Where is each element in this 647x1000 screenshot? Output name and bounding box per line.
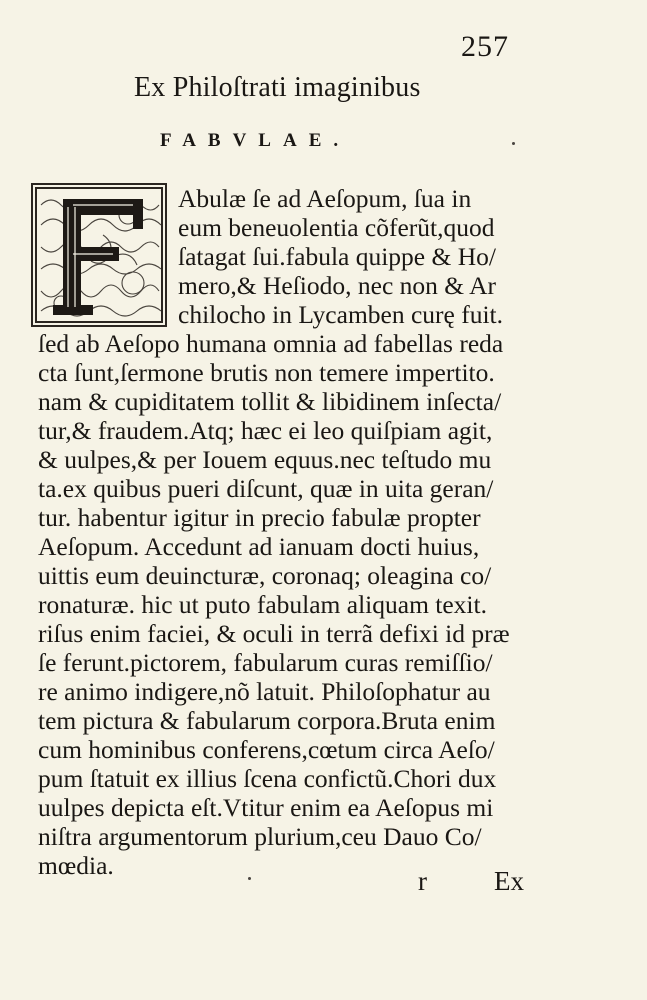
page-number: 257 [461,30,509,63]
text-line-21: pum ſtatuit ex illius ſcena confictũ.Chori dux [38,764,497,793]
text-line-24: mœdia. [38,851,114,880]
text-line-17: ſe ferunt.pictorem, fabularum curas remiſſio/ [38,648,493,677]
text-line-11: ta.ex quibus pueri diſcunt, quæ in uita geran/ [38,474,494,503]
text-line-14: uittis eum deuincturæ, coronaq; oleagina co/ [38,561,492,590]
section-title: FABVLAE. [160,130,351,151]
ink-speck [248,877,251,880]
text-line-3: ſatagat ſui.fabula quippe & Ho/ [178,242,496,271]
ink-speck [512,142,515,145]
text-line-7: cta ſunt,ſermone brutis non temere impertito. [38,358,495,387]
running-head: Ex Philoſtrati imaginibus [134,72,421,103]
text-line-12: tur. habentur igitur in precio fabulæ propter [38,503,481,532]
text-line-16: riſus enim faciei, & oculi in terrã defixi id præ [38,619,510,648]
text-line-15: ronaturæ. hic ut puto fabulam aliquam texit. [38,590,487,619]
text-line-13: Aeſopum. Accedunt ad ianuam docti huius, [38,532,480,561]
text-line-10: & uulpes,& per Iouem equus.nec teſtudo mu [38,445,492,474]
text-line-1: Abulæ ſe ad Aeſopum, ſua in [178,184,472,213]
catchword: Ex [494,866,524,896]
text-line-18: re animo indigere,nõ latuit. Philoſophatur au [38,677,491,706]
decorated-initial [31,183,167,327]
text-line-5: chilocho in Lycamben curę fuit. [178,300,504,329]
text-line-9: tur,& fraudem.Atq; hæc ei leo quiſpiam agit, [38,416,493,445]
text-line-4: mero,& Heſiodo, nec non & Ar [178,271,496,300]
signature-mark: r [418,866,427,896]
woodcut-initial-icon [33,185,165,325]
text-line-23: niſtra argumentorum plurium,ceu Dauo Co/ [38,822,482,851]
text-line-2: eum beneuolentia cõferũt,quod [178,213,495,242]
text-line-20: cum hominibus conferens,cœtum circa Aeſo/ [38,735,495,764]
text-line-19: tem pictura & fabularum corpora.Bruta enim [38,706,496,735]
text-line-6: ſed ab Aeſopo humana omnia ad fabellas reda [38,329,504,358]
text-line-8: nam & cupiditatem tollit & libidinem inſecta/ [38,387,502,416]
text-line-22: uulpes depicta eſt.Vtitur enim ea Aeſopus mi [38,793,494,822]
